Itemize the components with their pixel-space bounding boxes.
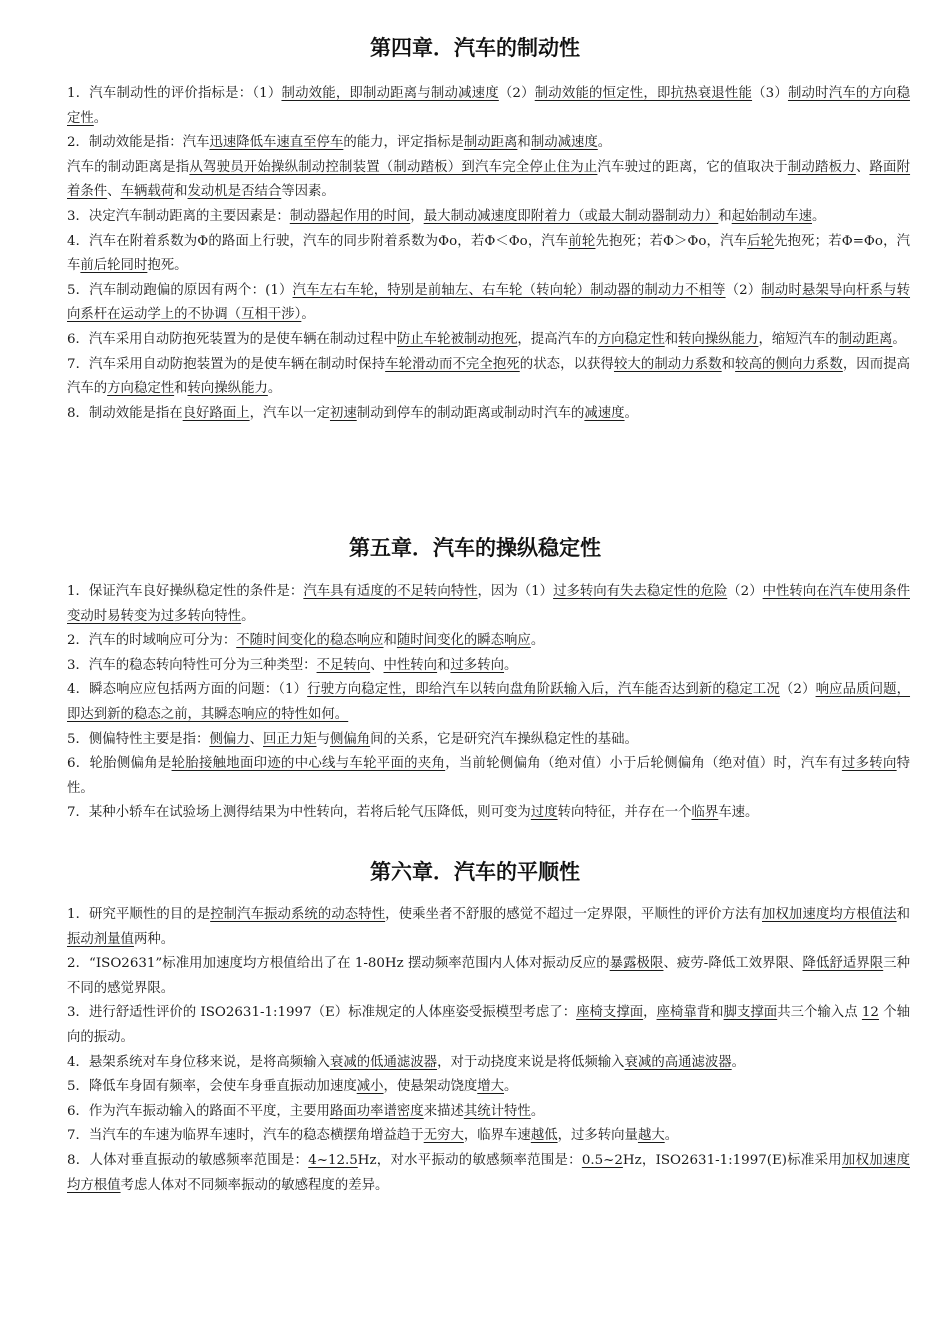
text-segment: 、 [107,184,121,200]
underlined-answer: 防止车轮被制动抱死 [396,331,518,347]
text-segment: 间的关系，它是研究汽车操纵稳定性的基础。 [370,731,638,747]
underlined-answer: 过度 [530,805,558,821]
underlined-answer: 4~12.5 [308,1152,358,1168]
underlined-answer: 转向操纵能力 [678,331,759,347]
text-segment: 转向特征，并存在一个 [557,805,692,821]
text-segment: 4．悬架系统对车身位移来说，是将高频输入 [67,1054,330,1070]
text-segment: 个轴向的振动。 [67,1005,911,1045]
underlined-answer: 振动剂量值 [67,931,134,947]
text-segment: 汽车驶过的距离，它的值取决于 [597,159,788,175]
underlined-answer: 回正力矩 [263,731,317,747]
text-segment: 。 [93,110,108,126]
text-segment: ，当前轮侧偏角（绝对值）小于后轮侧偏角（绝对值）时，汽车有 [445,756,842,772]
paragraph [67,279,910,328]
underlined-answer: 侧偏力 [209,731,250,747]
text-segment: 和 [721,356,736,372]
underlined-answer: 座椅靠背 [656,1005,711,1021]
text-segment: 。 [530,1103,545,1119]
underlined-answer: 车辆载荷 [120,184,175,200]
text-segment: 1．研究平顺性的目的是 [67,907,211,922]
underlined-answer: 中性转向在汽车使用条件变动时易转变为过多转向特性 [67,584,910,624]
text-segment: 。 [504,1079,518,1095]
paragraph [67,328,910,353]
text-segment: 。 [504,657,518,673]
text-segment: 6．汽车采用自动防抱死装置为的是使车辆在制动过程中 [67,331,397,347]
text-segment: 、 [249,731,263,747]
underlined-answer: 方向稳定性 [597,331,665,347]
underlined-answer: 制动器起作用的时间 [289,208,411,224]
underlined-answer: 衰减的高通滤波器 [624,1054,732,1070]
underlined-answer: 加权加速度均方根值法 [762,907,897,922]
underlined-answer: 脚支撑面 [723,1005,778,1021]
chapter-title-4: 第四章．汽车的制动性 [370,36,580,60]
underlined-answer: 汽车具有适度的不足转向特性 [303,584,478,599]
underlined-answer: 减速度 [584,405,625,421]
paragraph [67,903,910,952]
text-segment: 1．保证汽车良好操纵稳定性的条件是： [67,584,304,599]
paragraph [67,1051,910,1076]
text-segment: （2） [725,282,762,298]
underlined-answer: 其统计特性 [463,1103,531,1119]
text-segment: ，使乘坐者不舒服的感觉不超过一定界限，平顺性的评价方法有 [385,907,763,922]
text-segment: Hz，ISO2631-1:1997(E)标准采用 [622,1152,842,1168]
underlined-answer: 越低 [530,1128,558,1144]
text-segment: 、 [855,159,870,175]
underlined-answer: 响应品质问题，即达到新的稳态之前，其瞬态响应的特性如何。 [67,682,911,722]
text-segment: 1．汽车制动性的评价指标是：（1） [67,86,282,101]
text-segment: 三种不同的感觉界限。 [67,956,911,996]
underlined-answer: 路面功率谱密度 [329,1103,424,1119]
paragraph [67,801,910,826]
text-segment: 和 [437,657,451,673]
underlined-answer: 前轮 [568,233,596,249]
text-segment: 2．汽车的时域响应可分为： [67,633,237,649]
text-segment: 等因素。 [281,184,335,200]
text-segment: 4．汽车在附着系数为Φ的路面上行驶，汽车的同步附着系数为Φo，若Φ＜Φo，汽车 [67,233,569,249]
underlined-answer: 过多转向有失去稳定性的危险 [553,584,728,599]
text-segment: 3．决定汽车制动距离的主要因素是： [67,208,290,224]
text-segment: ， [643,1005,657,1021]
text-segment: 。 [241,608,255,624]
underlined-answer: 制动时悬架导向杆系与转向系杆在运动学上的不协调（互相干涉） [67,282,911,323]
underlined-answer: 越大 [637,1128,665,1144]
underlined-answer: 制动时汽车的方向稳定性 [67,86,911,126]
text-segment: 与 [316,731,330,747]
text-segment: ，使悬架动饶度 [383,1079,478,1095]
text-segment: 来描述 [423,1103,464,1119]
text-segment: ，临界车速 [463,1128,531,1144]
underlined-answer: 从驾驶员开始操纵制动控制装置（制动踏板）到汽车完全停止住为止 [189,159,598,175]
text-segment: 。 [597,135,612,151]
text-segment: ，因而提高汽车的 [67,356,911,397]
underlined-answer: 迅速降低车速直至停车 [209,135,344,151]
paragraph [67,728,910,753]
text-segment: 。 [892,331,906,347]
text-segment: 。 [812,208,826,224]
underlined-answer: 不足转向 [316,657,371,673]
paragraph [67,353,910,402]
text-segment: 和 [383,633,397,649]
underlined-answer: 随时间变化的瞬态响应 [396,633,531,649]
text-segment: 先抱死；若Φ＞Φo，汽车 [595,233,748,249]
paragraph [67,580,910,629]
paragraph [67,629,910,654]
chapter-5-body [67,580,910,826]
paragraph [67,205,910,230]
text-segment: 2．“ISO2631”标准用加速度均方根值给出了在 1-80Hz 摆动频率范围内人体对振动反应的 [67,956,610,972]
text-segment: 8．制动效能是指在 [67,405,183,421]
underlined-answer: 制动踏板力 [787,159,856,175]
underlined-answer: 制动效能的恒定性，即抗热衰退性能 [534,86,753,101]
text-segment: 5．侧偏特性主要是指： [67,731,210,747]
underlined-answer: 加权加速度均方根值 [67,1152,910,1193]
paragraph [67,1149,910,1198]
text-segment: 汽车的制动距离是指 [67,159,190,175]
underlined-answer: 起始制动车速 [731,208,813,224]
text-segment: 车速。 [718,805,759,821]
text-segment: 3．进行舒适性评价的 ISO2631-1:1997（E）标准规定的人体座姿受振模型考虑了： [67,1005,577,1021]
text-segment: ，过多转向量 [557,1128,638,1144]
underlined-answer: 暴露极限 [609,956,664,972]
text-segment: ，提高汽车的 [517,331,598,347]
underlined-answer: 减小 [356,1079,384,1095]
underlined-answer: 车轮滑动而不完全抱死 [385,356,520,372]
underlined-answer: 前后轮同时 [80,258,148,274]
underlined-answer: 路面附着条件 [67,159,911,200]
paragraph [67,156,910,205]
paragraph [67,1075,910,1100]
paragraph [67,131,910,156]
underlined-answer: 侧偏角 [329,731,371,747]
text-segment: 的状态，以获得 [519,356,614,372]
chapter-title-6: 第六章．汽车的平顺性 [370,860,580,884]
underlined-answer: 较大的制动力系数 [613,356,722,372]
text-segment: 抱死。 [147,258,188,274]
text-segment: 7．当汽车的车速为临界车速时，汽车的稳态横摆角增益趋于 [67,1128,424,1144]
paragraph [67,678,910,727]
underlined-answer: 制动减速度 [530,135,598,151]
text-segment: ，因为（1） [477,584,554,599]
text-segment: 、 [370,657,384,673]
text-segment: 和 [664,331,679,347]
text-segment: 和 [710,1005,724,1021]
text-segment: 共三个输入点 [777,1005,862,1021]
text-segment: 。 [664,1128,679,1144]
underlined-answer: 无穷大 [423,1128,464,1144]
text-segment: 和 [174,381,188,397]
underlined-answer: 后轮 [747,233,775,249]
text-segment: 和 [718,208,732,224]
text-segment: 先抱死；若Φ=Φo，汽车 [67,233,910,274]
text-segment: 5．降低车身固有频率，会使车身垂直振动加速度 [67,1079,357,1095]
underlined-answer: 汽车左右车轮，特别是前轴左、右车轮（转向轮）制动器的制动力不相等 [292,282,726,298]
text-segment: 。 [301,307,315,323]
underlined-answer: 最大制动减速度即附着力（或最大制动器制动力） [423,208,719,224]
text-segment: 3．汽车的稳态转向特性可分为三种类型： [67,657,317,673]
underlined-answer: 方向稳定性 [107,381,175,397]
underlined-answer: 临界 [691,805,719,821]
underlined-answer: 制动距离 [463,135,518,151]
text-segment: 和 [174,184,188,200]
underlined-answer: 轮胎接触地面印迹的中心线与车轮平面的夹角 [171,756,446,772]
text-segment: 8．人体对垂直振动的敏感频率范围是： [67,1152,309,1168]
paragraph [67,1100,910,1125]
chapter-4-body [67,82,910,426]
underlined-answer: 转向操纵能力 [187,381,268,397]
text-segment: 的能力，评定指标是 [343,135,464,151]
paragraph [67,952,910,1001]
chapter-6-body [67,903,910,1198]
chapter-title-5: 第五章．汽车的操纵稳定性 [349,536,601,560]
text-segment: ，缩短汽车的 [758,331,839,347]
text-segment: 考虑人体对不同频率振动的敏感程度的差异。 [120,1177,389,1193]
text-segment: ， [410,208,424,224]
underlined-answer: 12 [861,1005,879,1021]
text-segment: 5．汽车制动跑偏的原因有两个：(1） [67,282,293,298]
text-segment: （3） [752,86,788,101]
underlined-answer: 过多转向 [450,657,505,673]
underlined-answer: 控制汽车振动系统的动态特性 [210,907,386,922]
underlined-answer: 不随时间变化的稳态响应 [236,633,384,649]
text-segment: 。 [267,381,282,397]
text-segment: 6．作为汽车振动输入的路面不平度，主要用 [67,1103,330,1119]
paragraph [67,1001,910,1050]
text-segment: 7．汽车采用自动防抱装置为的是使车辆在制动时保持 [67,356,386,372]
underlined-answer: 制动效能，即制动距离与制动减速度 [281,86,499,101]
text-segment: 两种。 [133,931,175,947]
text-segment: 制动到停车的制动距离或制动时汽车的 [356,405,585,421]
text-segment: 2．制动效能是指：汽车 [67,135,210,151]
underlined-answer: 初速 [329,405,357,421]
text-segment: Hz，对水平振动的敏感频率范围是： [357,1152,582,1168]
text-segment: 、疲劳-降低工效界限、 [663,956,803,972]
paragraph [67,402,910,427]
text-segment: 。 [624,405,638,421]
underlined-answer: 座椅支撑面 [576,1005,644,1021]
text-segment: （2） [727,584,763,599]
text-segment: ，对于动挠度来说是将低频输入 [437,1054,625,1070]
paragraph [67,230,910,279]
underlined-answer: 降低舒适界限 [802,956,884,972]
text-segment: 和 [517,135,531,151]
underlined-answer: 衰减的低通滤波器 [329,1054,438,1070]
underlined-answer: 0.5~2 [581,1152,623,1168]
text-segment: （2） [498,86,535,101]
underlined-answer: 制动距离 [838,331,893,347]
text-segment: 6．轮胎侧偏角是 [67,756,172,772]
underlined-answer: 较高的侧向力系数 [735,356,843,372]
paragraph [67,752,910,801]
underlined-answer: 过多转向 [841,756,897,772]
text-segment: （2） [779,682,816,698]
text-segment: 7．某种小轿车在试验场上测得结果为中性转向，若将后轮气压降低，则可变为 [67,805,531,821]
text-segment: 和 [896,907,910,922]
paragraph [67,654,910,679]
underlined-answer: 发动机是否结合 [187,184,282,200]
underlined-answer: 良好路面上 [182,405,250,421]
paragraph [67,1124,910,1149]
underlined-answer: 中性转向 [383,657,438,673]
text-segment: 。 [530,633,545,649]
text-segment: 4．瞬态响应应包括两方面的问题：（1） [67,682,308,698]
text-segment: 特性。 [67,756,911,796]
text-segment: 。 [731,1054,746,1070]
underlined-answer: 行驶方向稳定性，即给汽车以转向盘角阶跃输入后，汽车能否达到新的稳定工况 [307,682,780,698]
paragraph [67,82,910,131]
underlined-answer: 增大 [477,1079,505,1095]
text-segment: ，汽车以一定 [249,405,330,421]
